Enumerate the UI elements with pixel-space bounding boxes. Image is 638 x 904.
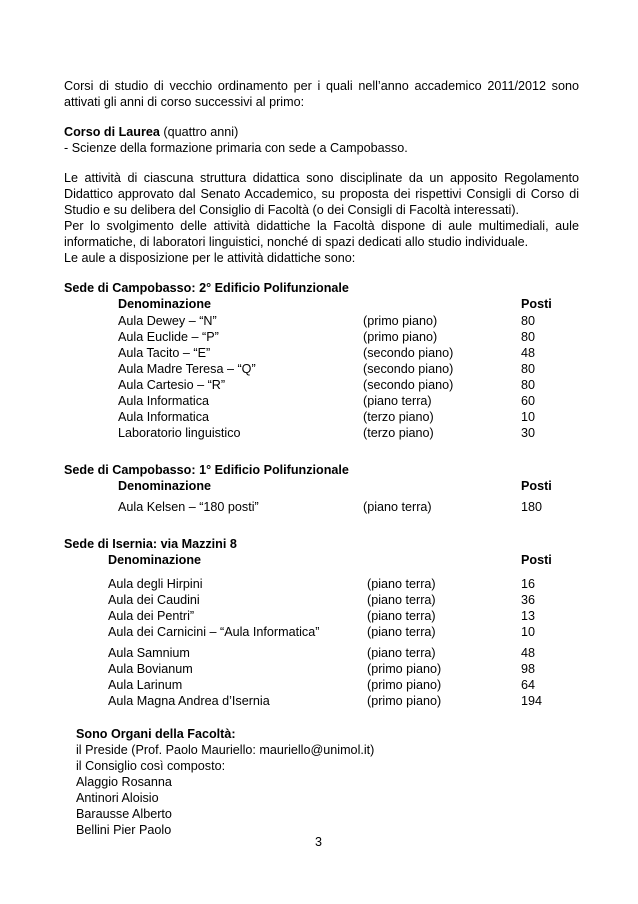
room-name: Aula Dewey – “N” xyxy=(118,314,217,328)
table-row xyxy=(0,624,638,640)
room-floor: (piano terra) xyxy=(367,646,436,660)
column-header-posti: Posti xyxy=(521,297,552,311)
table-row xyxy=(0,592,638,608)
room-name: Aula Tacito – “E” xyxy=(118,346,211,360)
organi-line: Bellini Pier Paolo xyxy=(76,823,172,837)
room-name: Aula Bovianum xyxy=(108,662,193,676)
room-floor: (terzo piano) xyxy=(363,410,434,424)
room-floor: (primo piano) xyxy=(363,330,438,344)
room-floor: (piano terra) xyxy=(367,609,436,623)
room-posti: 80 xyxy=(521,362,536,376)
room-posti: 98 xyxy=(521,662,536,676)
paragraph-line: Studio e su delibera del Consiglio di Facoltà (o dei Consigli di Facoltà interessati). xyxy=(64,203,520,217)
room-name: Aula Kelsen – “180 posti” xyxy=(118,500,259,514)
room-posti: 80 xyxy=(521,330,536,344)
corso-item: - Scienze della formazione primaria con sede a Campobasso. xyxy=(64,141,408,155)
room-posti: 48 xyxy=(521,646,536,660)
column-header-denominazione: Denominazione xyxy=(118,479,212,493)
table-row xyxy=(0,329,638,345)
column-header-posti: Posti xyxy=(521,553,552,567)
room-posti: 16 xyxy=(521,577,536,591)
room-posti: 36 xyxy=(521,593,536,607)
room-name: Aula Madre Teresa – “Q” xyxy=(118,362,256,376)
intro-line-1: Corsi di studio di vecchio ordinamento per i quali nell’anno accademico 2011/2012 sono xyxy=(64,79,579,93)
section-heading: Sede di Isernia: via Mazzini 8 xyxy=(64,537,237,551)
room-floor: (primo piano) xyxy=(367,694,442,708)
room-floor: (primo piano) xyxy=(367,678,442,692)
room-floor: (piano terra) xyxy=(363,394,432,408)
corso-title-rest: (quattro anni) xyxy=(159,125,239,139)
room-name: Aula Magna Andrea d’Isernia xyxy=(108,694,270,708)
room-name: Aula Larinum xyxy=(108,678,183,692)
room-name: Aula dei Pentri” xyxy=(108,609,195,623)
table-row xyxy=(0,377,638,393)
table-row xyxy=(0,409,638,425)
room-posti: 48 xyxy=(521,346,536,360)
column-header-denominazione: Denominazione xyxy=(118,297,212,311)
paragraph-line: Didattico approvato dal Senato Accademico, su proposta dei rispettivi Consigli di Corso di xyxy=(64,187,579,201)
room-floor: (secondo piano) xyxy=(363,346,454,360)
room-name: Aula Informatica xyxy=(118,410,209,424)
room-name: Aula dei Caudini xyxy=(108,593,200,607)
room-name: Aula dei Carnicini – “Aula Informatica” xyxy=(108,625,320,639)
room-posti: 80 xyxy=(521,314,536,328)
section-heading: Sede di Campobasso: 2° Edificio Polifunzionale xyxy=(64,281,349,295)
paragraph-line: informatiche, di laboratori linguistici, nonché di spazi dedicati allo studio individuale. xyxy=(64,235,529,249)
table-row xyxy=(0,677,638,693)
paragraph-line: Le aule a disposizione per le attività didattiche sono: xyxy=(64,251,356,265)
corso-heading xyxy=(64,124,238,140)
room-floor: (piano terra) xyxy=(367,593,436,607)
room-name: Aula Euclide – “P” xyxy=(118,330,219,344)
table-row xyxy=(0,661,638,677)
column-header-denominazione: Denominazione xyxy=(108,553,202,567)
room-posti: 60 xyxy=(521,394,536,408)
room-floor: (primo piano) xyxy=(367,662,442,676)
room-floor: (piano terra) xyxy=(367,577,436,591)
organi-line: Alaggio Rosanna xyxy=(76,775,172,789)
table-row xyxy=(0,693,638,709)
table-row xyxy=(0,645,638,661)
table-row xyxy=(0,361,638,377)
room-name: Aula Informatica xyxy=(118,394,209,408)
table-row xyxy=(0,499,638,515)
column-header-posti: Posti xyxy=(521,479,552,493)
section-heading: Sede di Campobasso: 1° Edificio Polifunzionale xyxy=(64,463,349,477)
room-floor: (terzo piano) xyxy=(363,426,434,440)
room-floor: (secondo piano) xyxy=(363,378,454,392)
room-name: Aula Samnium xyxy=(108,646,190,660)
intro-line-2: attivati gli anni di corso successivi al primo: xyxy=(64,95,305,109)
room-posti: 180 xyxy=(521,500,543,514)
room-posti: 10 xyxy=(521,625,536,639)
corso-title: Corso di Laurea xyxy=(64,125,160,139)
room-floor: (piano terra) xyxy=(367,625,436,639)
table-row xyxy=(0,425,638,441)
organi-line: Antinori Aloisio xyxy=(76,791,159,805)
paragraph-line: Le attività di ciascuna struttura didattica sono disciplinate da un apposito Regolamento xyxy=(64,171,579,185)
table-row xyxy=(0,313,638,329)
page-number: 3 xyxy=(315,835,323,849)
organi-heading: Sono Organi della Facoltà: xyxy=(76,727,236,741)
room-name: Aula Cartesio – “R” xyxy=(118,378,226,392)
organi-line: il Consiglio così composto: xyxy=(76,759,226,773)
room-floor: (secondo piano) xyxy=(363,362,454,376)
room-posti: 80 xyxy=(521,378,536,392)
room-posti: 10 xyxy=(521,410,536,424)
table-row xyxy=(0,576,638,592)
room-posti: 13 xyxy=(521,609,536,623)
table-row xyxy=(0,608,638,624)
room-name: Laboratorio linguistico xyxy=(118,426,241,440)
room-name: Aula degli Hirpini xyxy=(108,577,203,591)
room-posti: 30 xyxy=(521,426,536,440)
room-floor: (primo piano) xyxy=(363,314,438,328)
room-posti: 64 xyxy=(521,678,536,692)
table-row xyxy=(0,393,638,409)
room-floor: (piano terra) xyxy=(363,500,432,514)
paragraph-line: Per lo svolgimento delle attività didattiche la Facoltà dispone di aule multimediali, aule xyxy=(64,219,579,233)
table-row xyxy=(0,345,638,361)
room-posti: 194 xyxy=(521,694,543,708)
organi-line: Barausse Alberto xyxy=(76,807,172,821)
organi-line: il Preside (Prof. Paolo Mauriello: mauriello@unimol.it) xyxy=(76,743,375,757)
